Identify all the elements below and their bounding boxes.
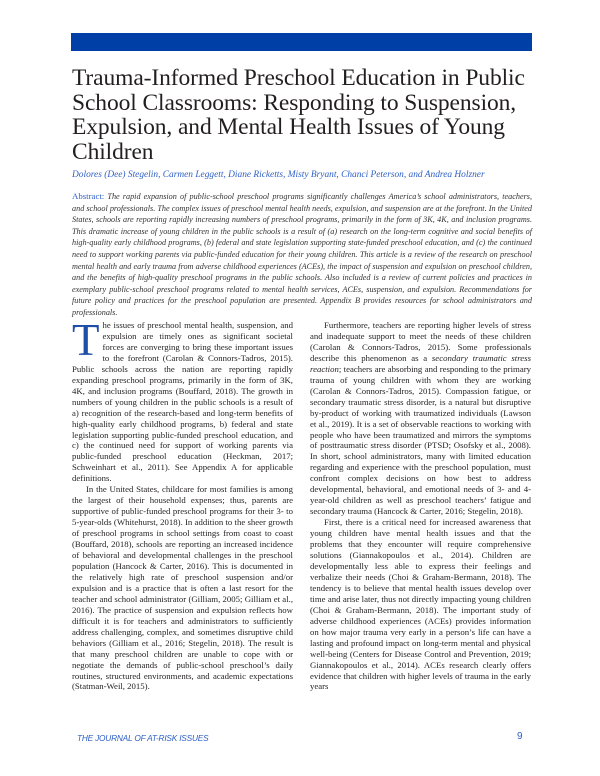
paragraph-text: ; teachers are absorbing and responding to the primary trauma of young children with whom they are working (Carolan & Connors-Tadros, 2015). Compassion fatigue, or secondary traumatic stress disorder, is a natural but disruptive by-product of working with traumatized individuals (Lawson et al., 2019). It is a set of observable reactions to working with people who have been traumatized and mirrors the symptoms of posttraumatic stress disorder (PTSD; Osofsky et al., 2008). In short, school administrators, many with limited education regarding and experience with the preschool population, must confront complex decisions on how best to address developmental, behavioral, and emotional needs of 3- and 4-year-old children as well as preschool teachers’ fatigue and secondary trauma (Hancock & Carter, 2016; Stegelin, 2018). — [310, 363, 531, 517]
header-accent-bar — [71, 33, 532, 51]
paragraph: In the United States, childcare for most families is among the largest of their household expenses; thus, parents are supportive of public-funded preschool programs for their 3- to 5-year-olds (Whitehurst, 2018). In addition to the sheer growth of preschool programs in school settings from coast to coast (Bouffard, 2018), schools are reporting an increased incidence of behavioral and developmental challenges in the preschool population (Hancock & Carter, 2016). This is documented in the relatively high rate of preschool suspension and/or expulsion and is a practice that is often a last resort for the teacher and school administrator (Gilliam, 2005; Gilliam et al., 2016). The practice of suspension and expulsion reflects how difficult it is for teachers and administrators to sufficiently address challenging, complex, and sometimes disruptive child behaviors (Gilliam et al., 2016; Stegelin, 2018). The result is that many preschool children are unable to cope with or negotiate the demands of public-school preschool’s daily routines, structured environments, and academic expectations (Statman-Weil, 2015). — [72, 484, 293, 692]
page-number: 9 — [517, 731, 523, 742]
abstract — [72, 191, 532, 319]
abstract-label: Abstract: — [72, 191, 105, 201]
paragraph — [72, 315, 293, 484]
journal-name-footer: THE JOURNAL OF AT-RISK ISSUES — [77, 733, 209, 743]
paragraph-text: he issues of preschool mental health, suspension, and expulsion are timely ones as significant societal forces are converging to bring these important issues to the forefront (Carolan & Connors-Tadros, 2015). Public schools across the nation are reporting rapidly expanding preschool programs, primarily in the form of 3K, 4K, and inclusion programs (Bouffard, 2018). The growth in numbers of young children in the public schools is a result of a) recognition of the research-based and long-term benefits of high-quality early childhood programs, b) federal and state legislation supporting public-funded preschool education, and c) the continued need for support of working parents via public-funded preschool education (Heckman, 2017; Schweinhart et al., 2011). See Appendix A for applicable definitions. — [72, 320, 293, 484]
emphasis-term: secondary traumatic stress reaction — [310, 352, 531, 374]
paragraph: First, there is a critical need for increased awareness that young children have mental health issues and that the problems that they encounter will require comprehensive solutions (Giannakopoulos et al., 2014). Children are developmentally less able to express their feelings and verbalize their needs (Choi & Graham-Bermann, 2018). The tendency is to believe that mental health issues develop over time and arise later, thus not directly impacting young children (Choi & Graham-Bermann, 2018). The important study of adverse childhood experiences (ACEs) provides information on how major trauma very early in a person’s life can have a lasting and profound impact on long-term mental and physical well-being (Centers for Disease Control and Prevention, 2019; Giannakopoulos et al., 2014). ACEs research clearly offers evidence that children with higher levels of trauma in the early years — [310, 517, 531, 692]
paragraph — [310, 320, 531, 517]
article-authors: Dolores (Dee) Stegelin, Carmen Leggett, Diane Ricketts, Misty Bryant, Chanci Peterson, and Andrea Holzner — [72, 170, 485, 180]
right-column — [310, 320, 531, 692]
abstract-text: The rapid expansion of public-school preschool programs significantly challenges America’s school administrators, teachers, and school professionals. The complex issues of preschool mental health needs, expulsion, and suspension are at the forefront. In the United States, schools are reporting rapidly increasing numbers of preschool programs, primarily in the form of 3K, 4K, and inclusion programs. This dramatic increase of young children in the public schools is a result of (a) research on the long-term cognitive and social benefits of high-quality early childhood programs, (b) federal and state legislation supporting state-funded preschool education, and (c) the continued need to support working parents via public-funded education for their young children. This article is a review of the research on preschool mental health and early trauma from adverse childhood experiences (ACEs), the impact of suspension and expulsion on preschool children, and the benefits of high-quality preschool programs in the public schools. Also included is a review of current policies and practices in exemplary public-school preschool programs related to mental health services, ACEs, suspension, and expulsion. Recommendations for future policy and practices for the preschool population are presented. Appendix B provides resources for school administrators and professionals. — [72, 192, 533, 317]
paragraph-text: Furthermore, teachers are reporting higher levels of stress and inadequate support to meet the needs of these children (Carolan & Connors-Tadros, 2015). Some professionals describe this phenomenon as a — [310, 320, 531, 363]
left-column — [72, 315, 293, 692]
article-title: Trauma-Informed Preschool Education in Public School Classrooms: Responding to Suspension, Expulsion, and Mental Health Issues of Young Children — [72, 65, 525, 165]
drop-cap: T — [72, 315, 100, 365]
